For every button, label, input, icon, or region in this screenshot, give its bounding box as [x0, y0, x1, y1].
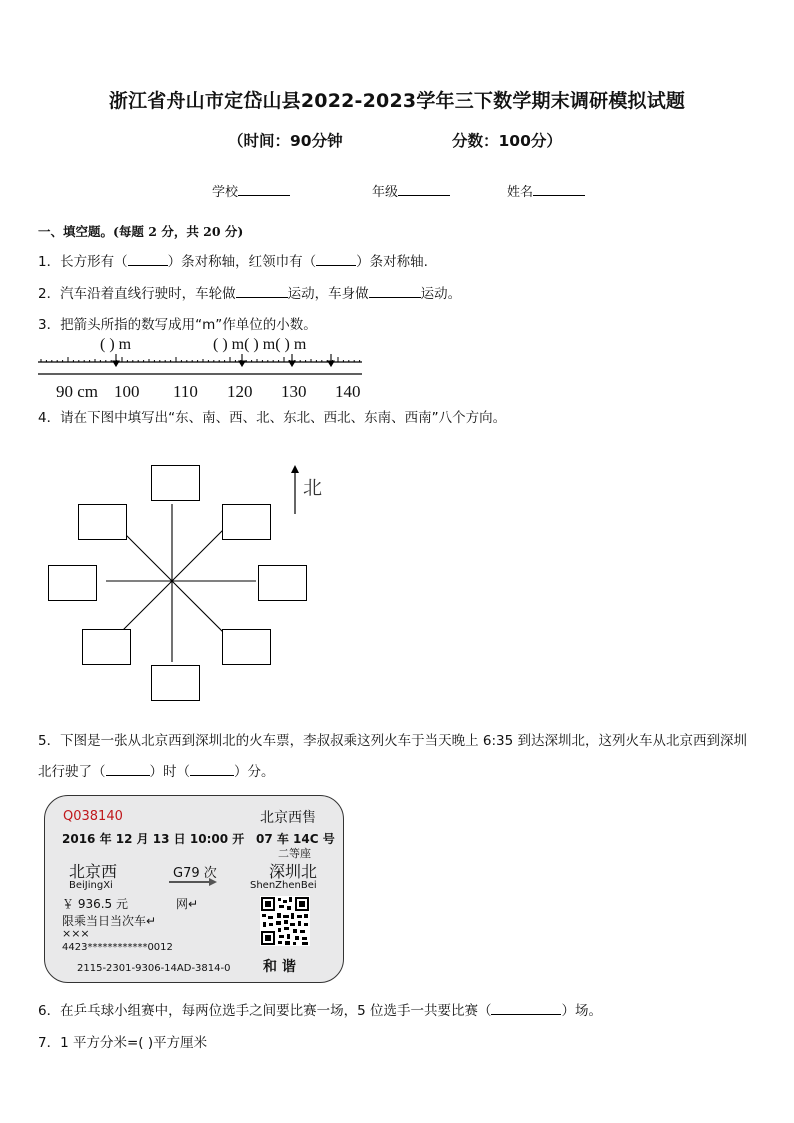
train-ticket [44, 795, 344, 983]
school-field[interactable] [212, 181, 290, 200]
question-7: 7．1 平方分米=( )平方厘米 [38, 1035, 208, 1051]
ticket-office: 北京西售 [260, 810, 316, 826]
name-field[interactable] [507, 181, 585, 200]
q2-text-c: 运动。 [420, 286, 462, 302]
ticket-note: 限乘当日当次车↵ [62, 914, 157, 928]
q5-text-b: ）时（ [149, 764, 190, 780]
q5-text-c: ）分。 [234, 764, 275, 780]
q2-blank-1[interactable] [236, 284, 288, 298]
q2-text-b: 运动，车身做 [287, 286, 369, 302]
q6-text-b: ）场。 [561, 1003, 602, 1019]
ticket-to-pinyin: ShenZhenBei [250, 880, 317, 891]
direction-box-west[interactable] [48, 565, 97, 601]
grade-label: 年级 [372, 185, 399, 200]
ruler-label-110: 110 [173, 382, 198, 401]
north-label: 北 [303, 477, 323, 499]
q1-text-a: 1．长方形有（ [38, 254, 128, 270]
school-blank[interactable] [238, 183, 290, 196]
score-label: 分数：100分） [452, 132, 562, 150]
question-3: 3．把箭头所指的数写成用“m”作单位的小数。 [38, 317, 317, 333]
ticket-price: ￥ 936.5 元 [62, 897, 128, 911]
q2-blank-2[interactable] [369, 284, 421, 298]
time-label: （时间：90分钟 [228, 132, 343, 150]
q5-blank-minutes[interactable] [190, 762, 234, 776]
page-title: 浙江省舟山市定岱山县2022-2023学年三下数学期末调研模拟试题 [108, 90, 686, 112]
direction-box-southwest[interactable] [82, 629, 131, 665]
school-label: 学校 [212, 185, 239, 200]
ruler-label-120: 120 [227, 382, 253, 401]
ticket-class: 二等座 [278, 847, 311, 860]
ticket-code: Q038140 [63, 809, 123, 824]
north-arrow-icon [289, 464, 301, 516]
direction-box-southeast[interactable] [222, 629, 271, 665]
q1-text-b: ）条对称轴，红领巾有（ [167, 254, 317, 270]
ticket-serial: 2115-2301-9306-14AD-3814-0 [77, 963, 231, 974]
ticket-seat: 07 车 14C 号 [256, 832, 335, 846]
direction-box-south[interactable] [151, 665, 200, 701]
ticket-from: 北京西 [69, 862, 118, 881]
section-heading: 一、填空题。(每题 2 分，共 20 分) [38, 224, 244, 239]
q1-blank-2[interactable] [316, 252, 356, 266]
q1-blank-1[interactable] [128, 252, 168, 266]
direction-box-northwest[interactable] [78, 504, 127, 540]
ticket-brand: 和 谐 [263, 959, 296, 975]
q6-blank[interactable] [491, 1001, 561, 1015]
name-blank[interactable] [533, 183, 585, 196]
ruler-label-90: 90 cm [56, 382, 99, 401]
ticket-from-pinyin: BeiJingXi [69, 880, 113, 891]
qr-code-icon [260, 896, 310, 946]
ticket-datetime: 2016 年 12 月 13 日 10:00 开 [62, 832, 245, 846]
grade-blank[interactable] [398, 183, 450, 196]
ticket-to: 深圳北 [269, 862, 318, 881]
q1-text-c: ）条对称轴. [356, 254, 428, 270]
ticket-arrow-icon [169, 878, 217, 886]
ruler-mark-1: ( ) m [100, 336, 132, 353]
question-5-line1: 5．下图是一张从北京西到深圳北的火车票，李叔叔乘这列火车于当天晚上 6:35 到达深圳北，这列火车从北京西到深圳 [38, 733, 747, 749]
ruler-mark-2: ( ) m( ) m( ) m [213, 336, 307, 353]
ruler-label-140: 140 [335, 382, 361, 401]
question-2 [38, 282, 461, 302]
q5-blank-hours[interactable] [106, 762, 150, 776]
grade-field[interactable] [372, 181, 450, 200]
q5-text-a: 北行驶了（ [38, 764, 106, 780]
ruler [36, 354, 366, 382]
ticket-passenger-name: ××× [62, 927, 90, 940]
question-6 [38, 999, 602, 1019]
ticket-id: 4423************0012 [62, 942, 173, 953]
question-5-line2 [38, 760, 275, 780]
ticket-net: 网↵ [176, 897, 199, 911]
direction-box-northeast[interactable] [222, 504, 271, 540]
name-label: 姓名 [507, 185, 534, 200]
question-1 [38, 250, 428, 270]
q2-text-a: 2．汽车沿着直线行驶时，车轮做 [38, 286, 236, 302]
ruler-label-130: 130 [281, 382, 307, 401]
ruler-label-100: 100 [114, 382, 140, 401]
direction-box-east[interactable] [258, 565, 307, 601]
direction-box-north[interactable] [151, 465, 200, 501]
question-4: 4．请在下图中填写出“东、南、西、北、东北、西北、东南、西南”八个方向。 [38, 410, 507, 426]
ticket-train: G79 次 [173, 866, 217, 881]
q6-text-a: 6．在乒乓球小组赛中，每两位选手之间要比赛一场，5 位选手一共要比赛（ [38, 1003, 492, 1019]
